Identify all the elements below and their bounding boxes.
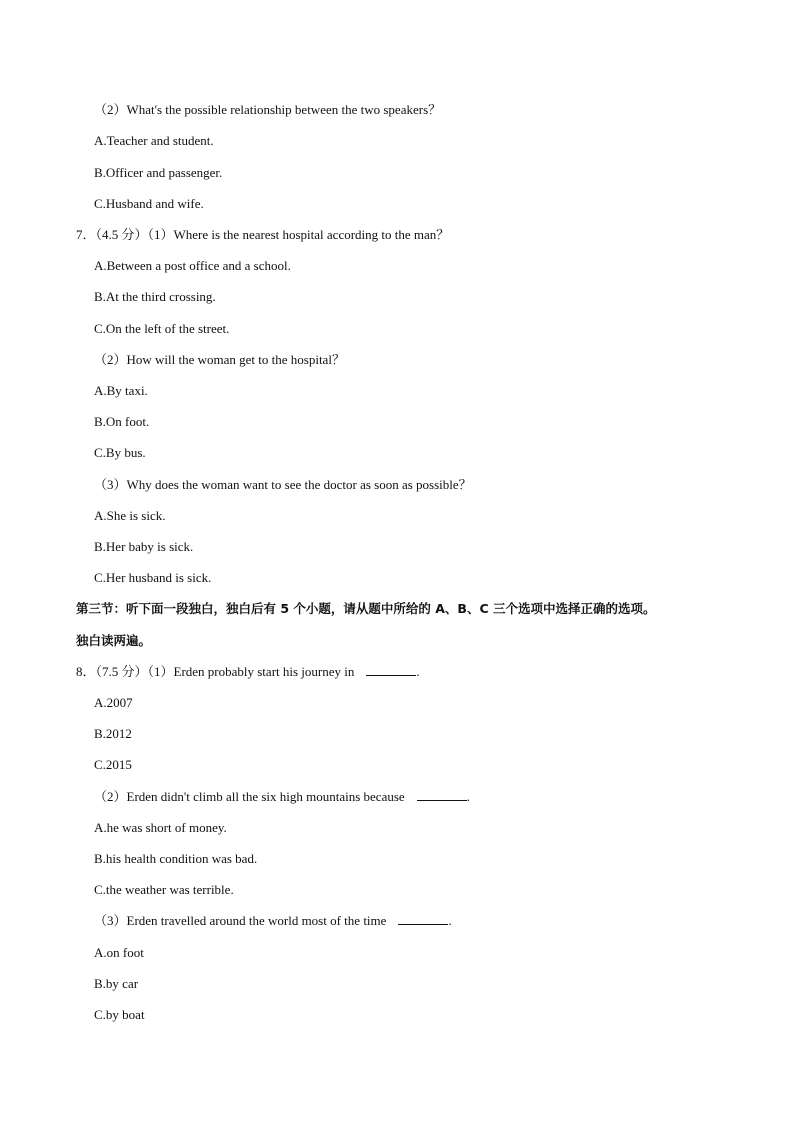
question-8-2-option-a: A.he was short of money. [94,820,227,835]
blank-period: . [448,913,452,928]
question-8-2-stem-text: （2）Erden didn't climb all the six high mountains because [94,789,405,804]
question-6-2-stem: （2）What's the possible relationship between the two speakers？ [94,102,442,117]
question-7-3-option-a: A.She is sick. [94,508,166,523]
question-7-1-option-a: A.Between a post office and a school. [94,258,291,273]
blank-period: . [416,664,420,679]
question-7-2-option-b: B.On foot. [94,414,150,429]
question-8-3-stem-text: （3）Erden travelled around the world most of the time [94,913,387,928]
question-7-3-stem: （3）Why does the woman want to see the doctor as soon as possible？ [94,477,472,492]
question-8-3-option-a: A.on foot [94,945,144,960]
answer-blank [417,789,467,801]
answer-blank [398,913,448,925]
question-8-3-option-c: C.by boat [94,1007,145,1022]
question-8-3-option-b: B.by car [94,976,139,991]
question-8-stem-text: 8．（7.5 分）（1）Erden probably start his journey in [76,664,355,679]
question-7-3-option-b: B.Her baby is sick. [94,539,194,554]
question-8-2-option-c: C.the weather was terrible. [94,882,234,897]
answer-blank [366,664,416,676]
question-8-1-option-b: B.2012 [94,726,132,741]
question-6-2-option-b: B.Officer and passenger. [94,165,223,180]
question-7-1-option-c: C.On the left of the street. [94,321,230,336]
question-6-2-option-c: C.Husband and wife. [94,196,204,211]
question-8-2-stem [94,789,470,805]
question-7-2-stem: （2）How will the woman get to the hospital？ [94,352,345,367]
question-7-2-option-a: A.By taxi. [94,383,148,398]
section-3-instruction: 第三节：听下面一段独白，独白后有 5 个小题，请从题中所给的 A、B、C 三个选项中选择正确的选项。 [76,601,656,616]
question-7-3-option-c: C.Her husband is sick. [94,570,212,585]
question-8-stem [76,664,420,680]
question-8-3-stem [94,913,452,929]
question-6-2-option-a: A.Teacher and student. [94,133,214,148]
question-8-1-option-c: C.2015 [94,757,132,772]
question-8-2-option-b: B.his health condition was bad. [94,851,258,866]
section-3-instruction-cont: 独白读两遍。 [76,633,152,648]
blank-period: . [466,789,470,804]
question-7-2-option-c: C.By bus. [94,445,146,460]
question-8-1-option-a: A.2007 [94,695,133,710]
question-7-stem: 7．（4.5 分）（1）Where is the nearest hospital according to the man？ [76,227,450,242]
question-7-1-option-b: B.At the third crossing. [94,289,216,304]
